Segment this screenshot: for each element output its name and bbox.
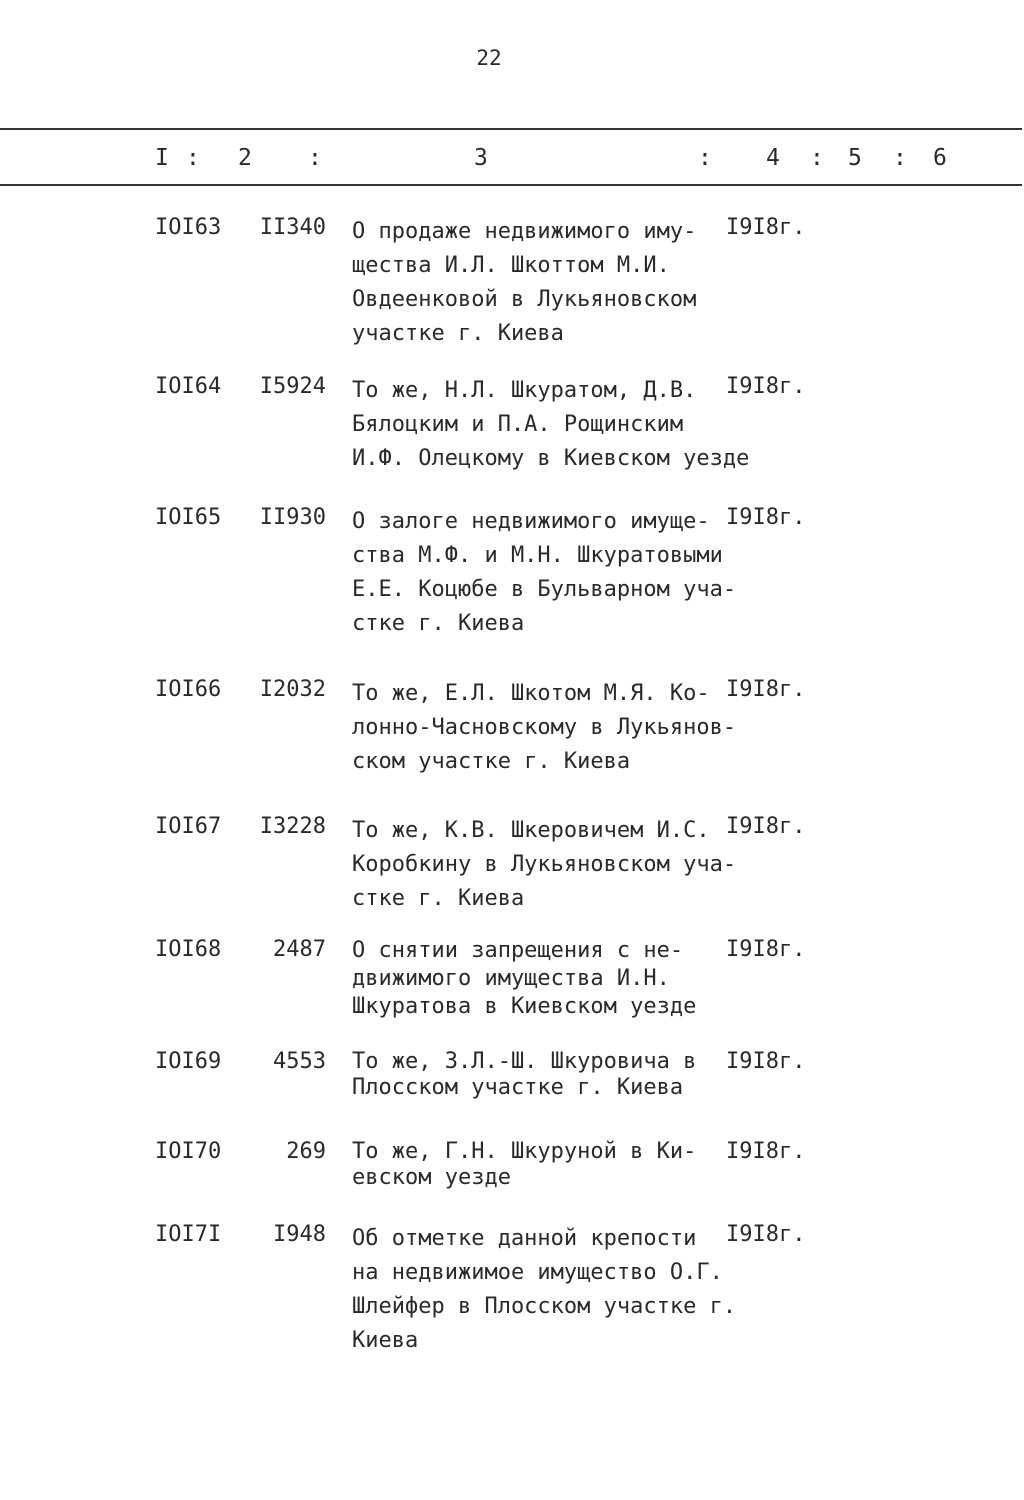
entry-code: II340	[259, 215, 326, 240]
description-line: Е.Е. Коцюбе в Бульварном уча-	[352, 577, 737, 602]
entry-code: 2487	[273, 937, 326, 962]
column-header-6: 6	[933, 145, 947, 171]
description-line: на недвижимое имущество О.Г.	[352, 1260, 723, 1285]
description-line: Коробкину в Лукьяновском уча-	[352, 852, 737, 877]
column-separator: :	[893, 145, 907, 171]
description-line: щества И.Л. Шкоттом М.И.	[352, 253, 670, 278]
column-header-2: 2	[238, 145, 252, 171]
description-line: О продаже недвижимого иму-	[352, 219, 697, 244]
description-line: То же, Е.Л. Шкотом М.Я. Ко-	[352, 681, 710, 706]
entry-number: IOI68	[155, 937, 222, 962]
description-line: стке г. Киева	[352, 886, 525, 911]
entry-number: IOI7I	[155, 1222, 222, 1247]
entry-number: IOI66	[155, 677, 222, 702]
entry-code: 4553	[273, 1049, 326, 1074]
entry-code: I5924	[259, 374, 326, 399]
header-top-rule	[0, 128, 1022, 130]
page-number: 22	[476, 46, 502, 70]
description-line: То же, Г.Н. Шкуруной в Ки-	[352, 1139, 697, 1164]
entry-number: IOI65	[155, 505, 222, 530]
column-header-1: I	[155, 145, 169, 171]
description-line: Шкуратова в Киевском уезде	[352, 994, 697, 1019]
entry-code: I2032	[259, 677, 326, 702]
entry-year: I9I8г.	[726, 1139, 806, 1164]
entry-year: I9I8г.	[726, 937, 806, 962]
description-line: евском уезде	[352, 1165, 511, 1190]
entry-number: IOI64	[155, 374, 222, 399]
description-line: Об отметке данной крепости	[352, 1226, 697, 1251]
entry-description	[352, 215, 742, 351]
entry-year: I9I8г.	[726, 374, 806, 399]
entry-number: IOI69	[155, 1049, 222, 1074]
description-line: стке г. Киева	[352, 611, 525, 636]
description-line: участке г. Киева	[352, 321, 564, 346]
description-line: То же, З.Л.-Ш. Шкуровича в	[352, 1049, 697, 1074]
entry-description	[352, 1139, 742, 1191]
entry-code: II930	[259, 505, 326, 530]
column-header-3: 3	[474, 145, 488, 171]
description-line: И.Ф. Олецкому в Киевском уезде	[352, 446, 750, 471]
description-line: О залоге недвижимого имуще-	[352, 509, 710, 534]
column-separator: :	[810, 145, 824, 171]
entry-description	[352, 677, 742, 779]
entry-year: I9I8г.	[726, 677, 806, 702]
entry-year: I9I8г.	[726, 215, 806, 240]
column-separator: :	[308, 145, 322, 171]
column-separator: :	[186, 145, 200, 171]
entry-year: I9I8г.	[726, 814, 806, 839]
header-bottom-rule	[0, 184, 1022, 186]
entry-code: I948	[273, 1222, 326, 1247]
entry-description	[352, 1222, 742, 1358]
description-line: Плосском участке г. Киева	[352, 1075, 684, 1100]
entry-number: IOI67	[155, 814, 222, 839]
description-line: ском участке г. Киева	[352, 749, 631, 774]
description-line: ства М.Ф. и М.Н. Шкуратовыми	[352, 543, 723, 568]
description-line: движимого имущества И.Н.	[352, 966, 670, 991]
entry-year: I9I8г.	[726, 1049, 806, 1074]
column-separator: :	[698, 145, 712, 171]
entry-number: IOI70	[155, 1139, 222, 1164]
entry-description	[352, 814, 742, 916]
entry-description	[352, 937, 742, 1021]
description-line: Киева	[352, 1328, 419, 1353]
description-line: Шлейфер в Плосском участке г.	[352, 1294, 737, 1319]
description-line: То же, Н.Л. Шкуратом, Д.В.	[352, 378, 697, 403]
entry-code: 269	[286, 1139, 326, 1164]
entry-year: I9I8г.	[726, 1222, 806, 1247]
description-line: лонно-Часновскому в Лукьянов-	[352, 715, 737, 740]
description-line: Овдеенковой в Лукьяновском	[352, 287, 697, 312]
entry-number: IOI63	[155, 215, 222, 240]
entry-year: I9I8г.	[726, 505, 806, 530]
entry-code: I3228	[259, 814, 326, 839]
entry-description	[352, 1049, 742, 1101]
column-header-5: 5	[848, 145, 862, 171]
entry-description	[352, 505, 742, 641]
description-line: Бялоцким и П.А. Рощинским	[352, 412, 684, 437]
description-line: То же, К.В. Шкеровичем И.С.	[352, 818, 710, 843]
description-line: О снятии запрещения с не-	[352, 938, 684, 963]
entry-description	[352, 374, 750, 476]
column-header-4: 4	[766, 145, 780, 171]
